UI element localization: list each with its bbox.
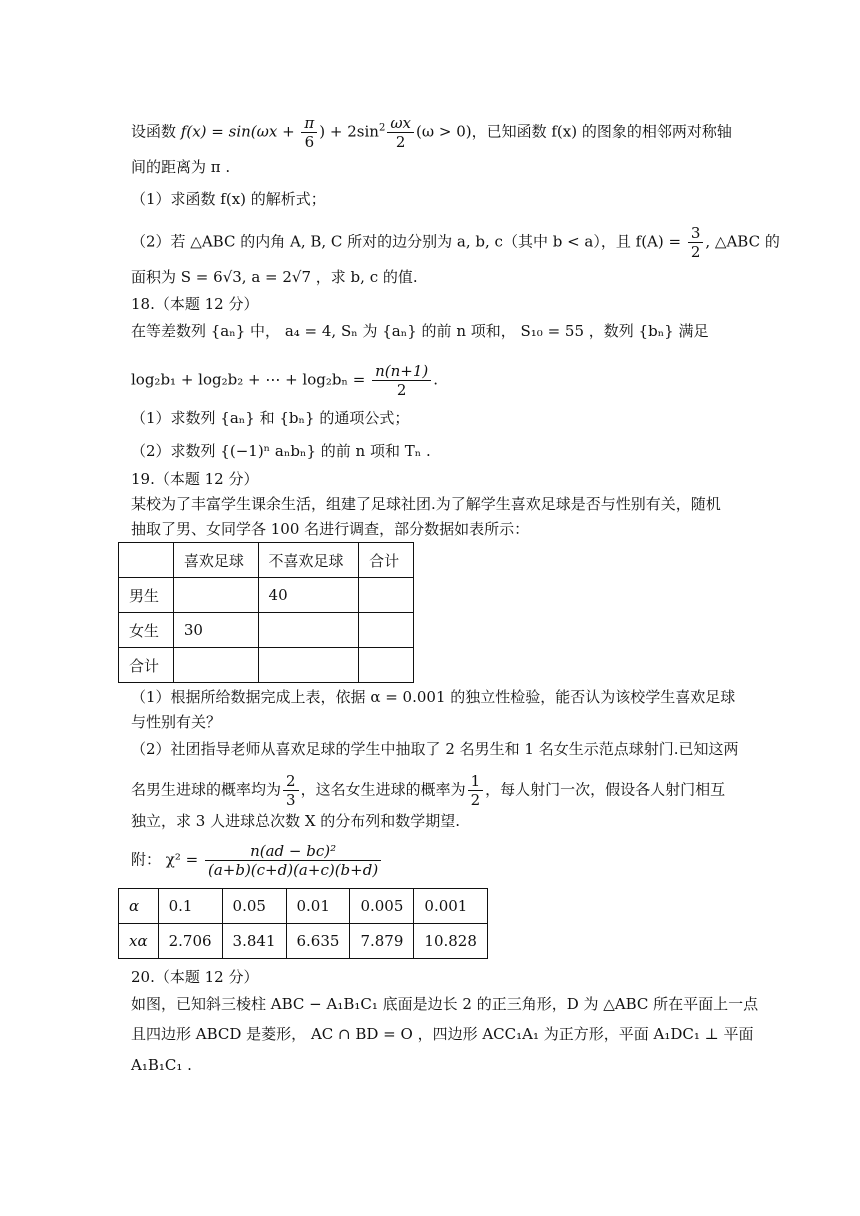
chi-square-formula <box>131 842 383 879</box>
q17-p2a: （2）若 △ABC 的内角 A, B, C 所对的边分别为 a, b, c（其中 b < a），且 f(A) = <box>131 232 686 251</box>
q19-den1: 3 <box>286 791 296 809</box>
table-row <box>119 924 488 959</box>
q18-frac <box>372 362 431 399</box>
chi-num: n(ad − bc)² <box>205 842 381 861</box>
table-header-row <box>119 543 414 578</box>
q19-frac2 <box>468 772 484 809</box>
q18-l2b: . <box>433 370 438 389</box>
table-cell <box>258 648 359 683</box>
table-cell: 3.841 <box>222 924 286 959</box>
table-row <box>119 613 414 648</box>
q17-p2b: , △ABC 的 <box>705 232 780 251</box>
table-cell: α <box>119 889 159 924</box>
q19-frac1 <box>283 772 299 809</box>
q17-pi: π <box>301 114 317 133</box>
q18-line1: 在等差数列 {aₙ} 中， a₄ = 4, Sₙ 为 {aₙ} 的前 n 项和， S₁₀ = 55 ，数列 {bₙ} 满足 <box>131 322 709 340</box>
q20-header: 20.（本题 12 分） <box>131 968 259 986</box>
q19-p2b-1: 名男生进球的概率均为 <box>131 780 282 799</box>
table-row <box>119 578 414 613</box>
q17-two: 2 <box>395 133 406 151</box>
q19-line2: 抽取了男、女同学各 100 名进行调查，部分数据如表所示： <box>131 520 530 538</box>
table-cell <box>359 613 414 648</box>
q19-p2b-2: ，这名女生进球的概率为 <box>300 780 466 799</box>
q17-line2: 间的距离为 π . <box>131 158 231 176</box>
table-cell: 0.1 <box>158 889 222 924</box>
q17-cond: (ω > 0) <box>416 122 472 141</box>
q17-fx: f(x) = sin(ωx + <box>180 122 300 141</box>
table-cell: 喜欢足球 <box>173 543 258 578</box>
table-cell: 0.01 <box>286 889 350 924</box>
table-cell: 0.001 <box>414 889 488 924</box>
table-cell <box>359 578 414 613</box>
table-cell <box>258 613 359 648</box>
q17-p2-frac <box>688 224 704 261</box>
q18-l2a: log₂b₁ + log₂b₂ + ⋯ + log₂bₙ = <box>131 370 371 389</box>
table-cell: 合计 <box>359 543 414 578</box>
table-cell: 30 <box>173 613 258 648</box>
q19-num2: 1 <box>468 772 484 791</box>
q17-part1: （1）求函数 f(x) 的解析式； <box>131 190 326 208</box>
table-cell: 7.879 <box>350 924 414 959</box>
table-cell <box>359 648 414 683</box>
q18-part1: （1）求数列 {aₙ} 和 {bₙ} 的通项公式； <box>131 409 410 427</box>
q17-part2-cont: 面积为 S = 6√3, a = 2√7 ，求 b, c 的值. <box>131 268 418 286</box>
q20-line1: 如图，已知斜三棱柱 ABC − A₁B₁C₁ 底面是边长 2 的正三角形，D 为 △ABC 所在平面上一点 <box>131 995 759 1013</box>
table-cell <box>173 648 258 683</box>
q17-plus: ) + 2sin <box>319 122 379 141</box>
chi-den: (a+b)(c+d)(a+c)(b+d) <box>207 861 379 879</box>
table-cell: 女生 <box>119 613 174 648</box>
q19-header: 19.（本题 12 分） <box>131 470 259 488</box>
q19-part2: （2）社团指导老师从喜欢足球的学生中抽取了 2 名男生和 1 名女生示范点球射门.已知这两 <box>131 740 739 758</box>
table-cell: xα <box>119 924 159 959</box>
q19-den2: 2 <box>470 791 481 809</box>
q18-line2 <box>131 362 438 399</box>
table-cell <box>119 543 174 578</box>
q20-line2: 且四边形 ABCD 是菱形， AC ∩ BD = O ，四边形 ACC₁A₁ 为正方形，平面 A₁DC₁ ⊥ 平面 <box>131 1025 754 1043</box>
q19-line1: 某校为了丰富学生课余生活，组建了足球社团.为了解学生喜欢足球是否与性别有关，随机 <box>131 495 721 513</box>
table-cell: 合计 <box>119 648 174 683</box>
q19-num1: 2 <box>283 772 299 791</box>
chi-frac <box>205 842 381 879</box>
q17-omega-frac <box>387 114 414 151</box>
q19-part2-line2 <box>131 772 725 809</box>
critical-value-table <box>118 888 488 959</box>
q17-p2-num: 3 <box>688 224 704 243</box>
q18-num: n(n+1) <box>372 362 431 381</box>
q17-intro-a: 设函数 <box>131 122 177 141</box>
q17-six: 6 <box>304 133 315 151</box>
table-cell: 6.635 <box>286 924 350 959</box>
table-row <box>119 648 414 683</box>
q17-intro-b: ，已知函数 f(x) 的图象的相邻两对称轴 <box>471 122 732 141</box>
q17-pi-frac <box>301 114 317 151</box>
appendix-label: 附： χ² = <box>131 850 203 869</box>
q19-part1-cont: 与性别有关？ <box>131 713 222 731</box>
q19-part1: （1）根据所给数据完成上表，依据 α = 0.001 的独立性检验，能否认为该校学生喜欢足球 <box>131 688 736 706</box>
q17-line1: 设函数 f(x) = sin(ωx + $\frac{\pi}{6}$ ) + $2\sin^2$ $\frac{\omega x}{2}$ (ω > 0)，已知函数 f(x) 的图象的相邻两对称轴 <box>131 114 732 151</box>
q19-part2-line3: 独立，求 3 人进球总次数 X 的分布列和数学期望. <box>131 812 461 830</box>
survey-table <box>118 542 414 683</box>
q20-line3: A₁B₁C₁ . <box>131 1056 192 1074</box>
table-cell: 40 <box>258 578 359 613</box>
table-cell: 男生 <box>119 578 174 613</box>
q17-part2 <box>131 224 780 261</box>
table-cell: 2.706 <box>158 924 222 959</box>
table-row <box>119 889 488 924</box>
table-cell <box>173 578 258 613</box>
table-cell: 0.05 <box>222 889 286 924</box>
table-cell: 10.828 <box>414 924 488 959</box>
table-cell: 0.005 <box>350 889 414 924</box>
q18-header: 18.（本题 12 分） <box>131 295 259 313</box>
q17-omegax: ωx <box>387 114 414 133</box>
q18-den: 2 <box>396 381 407 399</box>
q18-part2: （2）求数列 {(−1)ⁿ aₙbₙ} 的前 n 项和 Tₙ . <box>131 442 431 460</box>
table-cell: 不喜欢足球 <box>258 543 359 578</box>
q19-p2b-3: ，每人射门一次，假设各人射门相互 <box>485 780 726 799</box>
q17-p2-den: 2 <box>690 243 701 261</box>
